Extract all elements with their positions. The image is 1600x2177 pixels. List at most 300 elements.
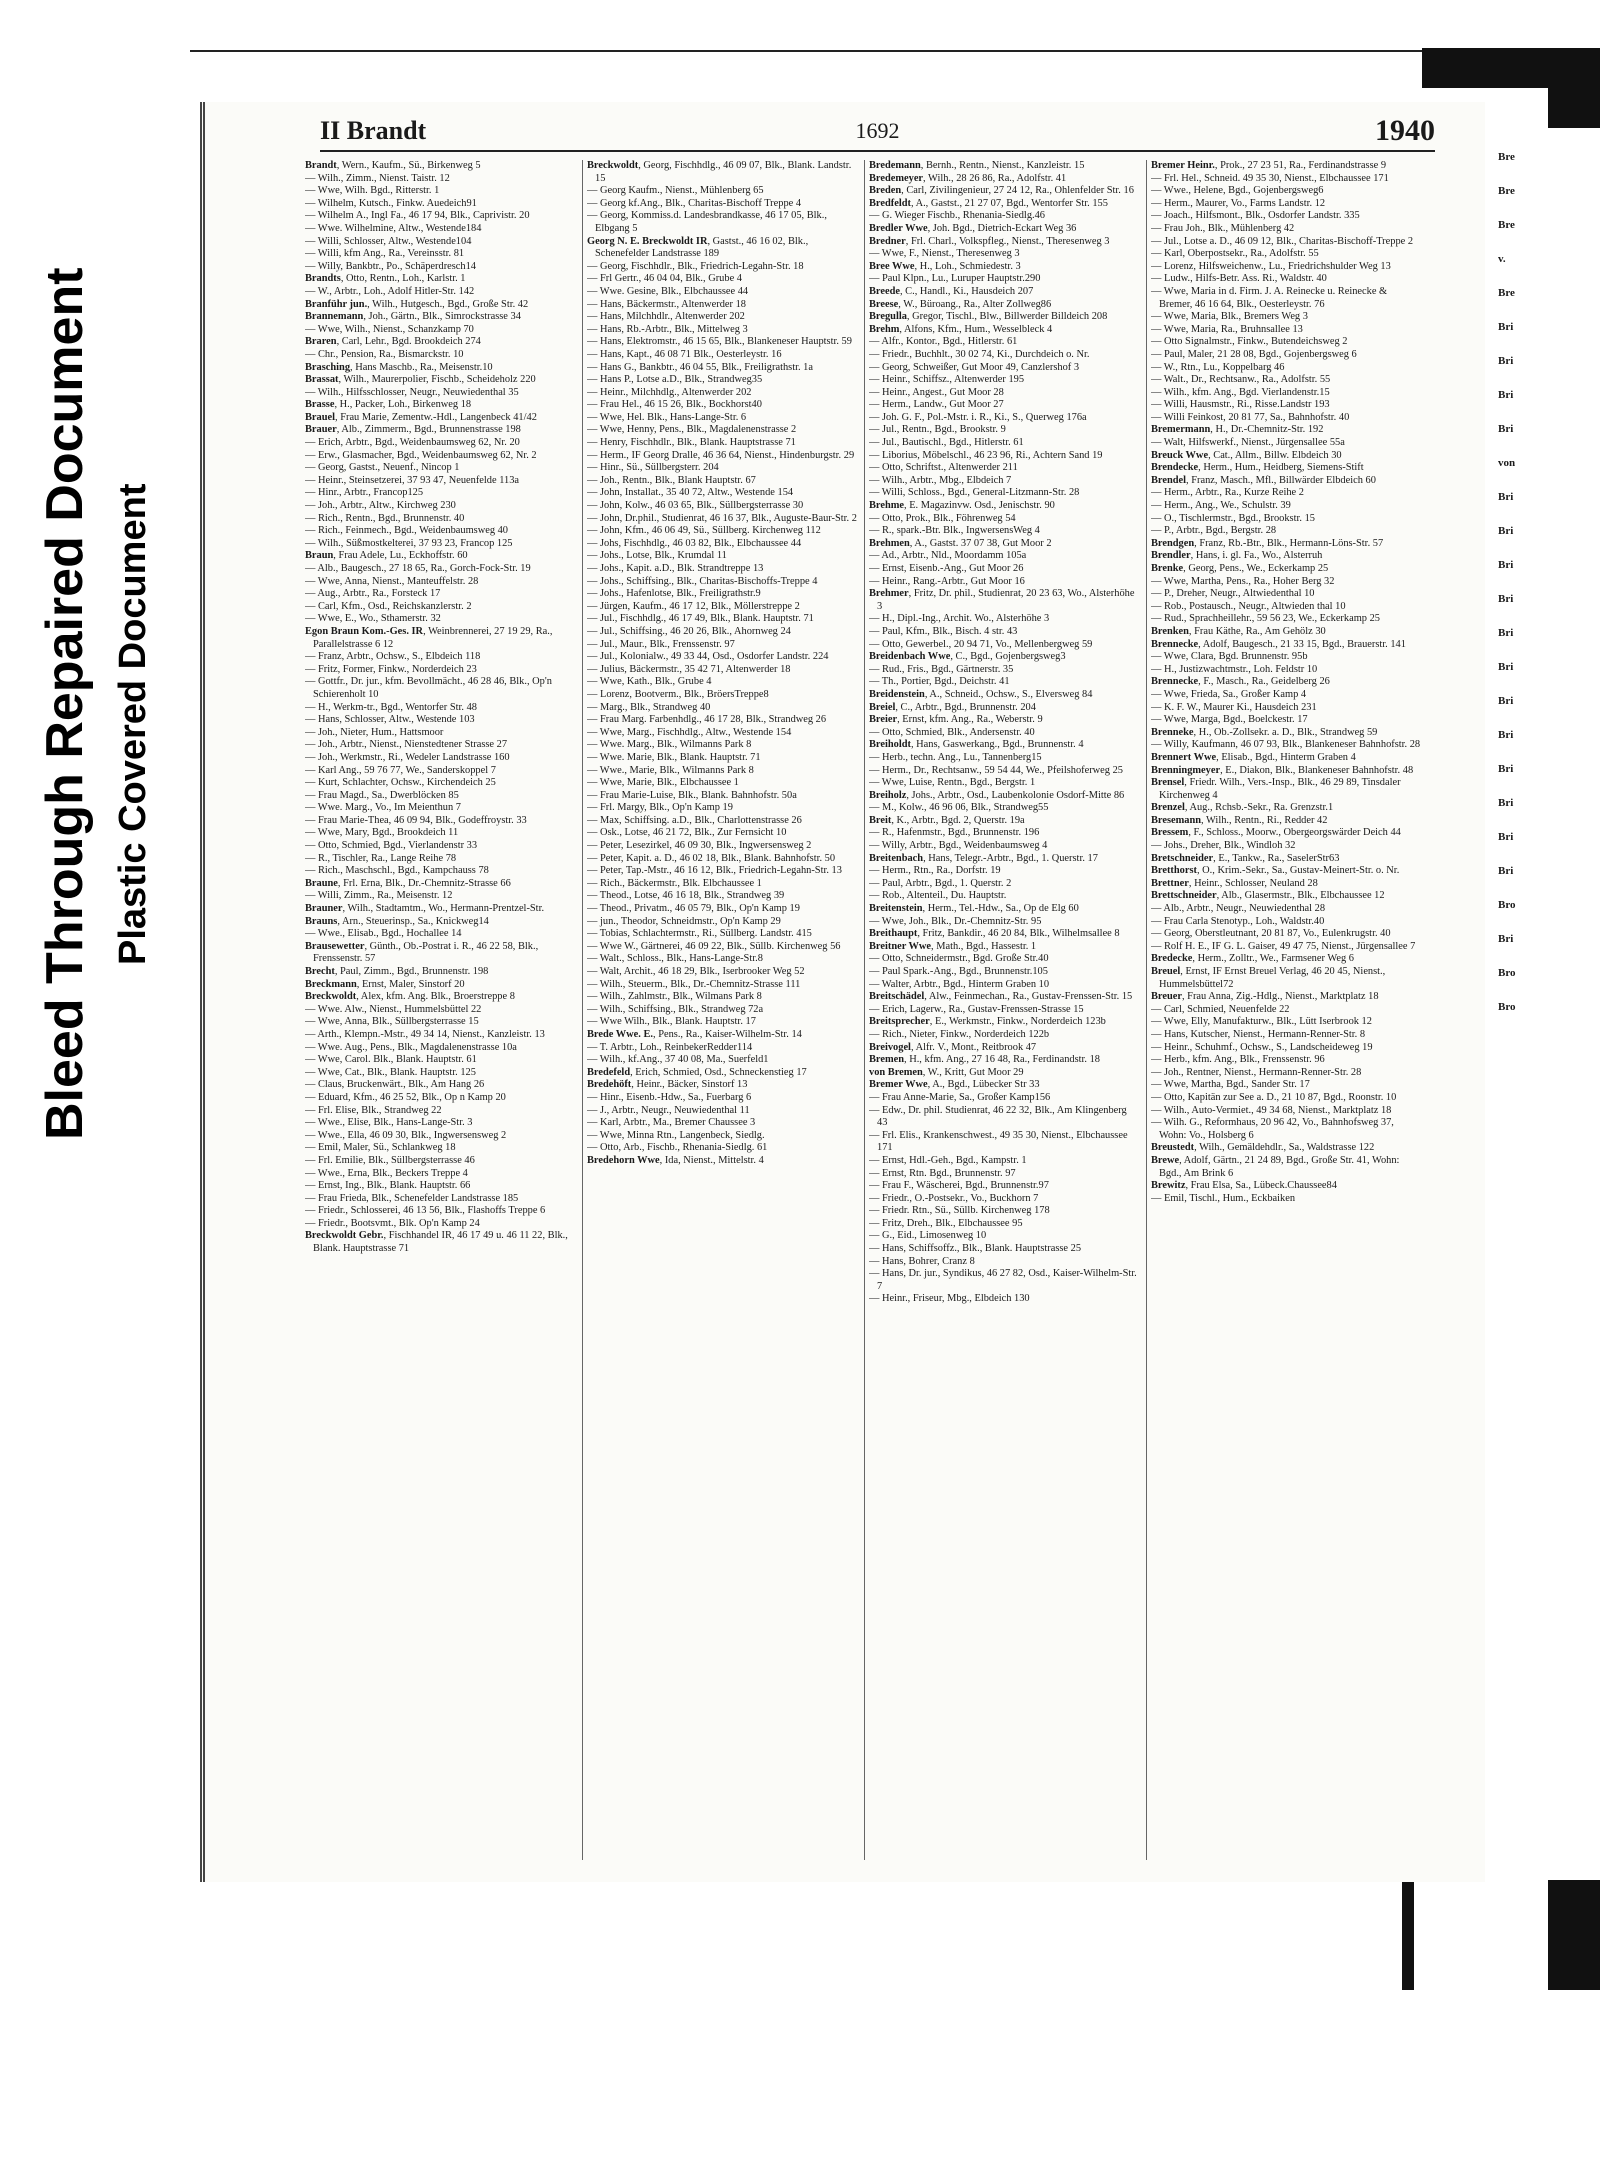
directory-entry: — Herm., Dr., Rechtsanw., 59 54 44, We., Pfeilshoferweg 25 [869,764,1123,776]
directory-entry: — Wwe., Elise, Blk., Hans-Lange-Str. 3 [305,1117,473,1129]
directory-entry: — Paul, Maler, 21 28 08, Bgd., Gojenbergsweg 6 [1151,348,1357,360]
directory-entry: — M., Kolw., 46 96 06, Blk., Strandweg55 [869,802,1049,814]
directory-entry: Brauel, Frau Marie, Zementw.-Hdl., Langenbeck 41/42 [305,411,537,423]
directory-entry: — Wwe. Gesine, Blk., Elbchaussee 44 [587,285,749,297]
directory-entry: Bredfeldt, A., Gastst., 21 27 07, Bgd., Wentorfer Str. 155 [869,197,1108,209]
directory-entry: Bredehöft, Heinr., Bäcker, Sinstorf 13 [587,1079,748,1091]
fragment-text: Bri [1498,865,1514,877]
directory-entry: — Chr., Pension, Ra., Bismarckstr. 10 [305,348,464,360]
directory-entry: — Hans, Schiffsoffz., Blk., Blank. Hauptstrasse 25 [869,1243,1082,1255]
directory-entry: — Wwe, Marg., Fischhdlg., Altw., Westende 154 [587,726,792,738]
fragment-text: von [1498,457,1516,469]
directory-entry: — Otto, Schriftst., Altenwerder 211 [869,462,1018,474]
directory-entry: — Wwe, Martha, Bgd., Sander Str. 17 [1151,1079,1310,1091]
directory-entry: — Wilh., Zahlmstr., Blk., Wilmans Park 8 [587,991,762,1003]
directory-entry: — Otto, Schmied, Blk., Andersenstr. 40 [869,726,1035,738]
directory-entry: — Hinr., Eisenb.-Hdw., Sa., Fuerbarg 6 [587,1091,752,1103]
directory-entry: — Emil, Tischl., Hum., Eckbaiken [1151,1192,1296,1204]
directory-entry: — Wwe, Maria, Ra., Bruhnsallee 13 [1151,323,1303,335]
fragment-text: Bri [1498,831,1514,843]
directory-entry: — R., Tischler, Ra., Lange Reihe 78 [305,852,457,864]
directory-entry: Breitenbach, Hans, Telegr.-Arbtr., Bgd., 1. Querstr. 17 [869,852,1098,864]
directory-entry: — Wwe Wilh., Blk., Blank. Hauptstr. 17 [587,1016,756,1028]
directory-entry: — Hans, Schlosser, Altw., Westende 103 [305,714,475,726]
directory-entry: — Peter, Kapit. a. D., 46 02 18, Blk., Blank. Bahnhofstr. 50 [587,852,836,864]
directory-entry: Brassat, Wilh., Maurerpolier, Fischb., Scheideholz 220 [305,374,536,386]
directory-entry: — Wwe, Kath., Blk., Grube 4 [587,676,712,688]
document-annotation-labels [0,0,190,1200]
directory-entry: — Jul., Kolonialw., 49 33 44, Osd., Osdorfer Landstr. 224 [587,651,829,663]
directory-entry: — Paul Spark.-Ang., Bgd., Brunnenstr.105 [869,966,1048,977]
fragment-text: Bri [1498,627,1514,639]
directory-entry: — Rich., Maschschl., Bgd., Kampchauss 78 [305,865,489,877]
directory-entry: — Peter, Lesezirkel, 46 09 30, Blk., Ingwersensweg 2 [587,840,812,852]
directory-entry: — Wwe., Helene, Bgd., Gojenbergsweg6 [1151,185,1324,197]
page-year: 1940 [1375,114,1435,147]
directory-entry: — Johs., Dreher, Blk., Windloh 32 [1151,840,1296,852]
fragment-text: Bro [1498,967,1516,979]
fragment-text: Bro [1498,899,1516,911]
directory-entry: — H., Werkm-tr., Bgd., Wentorfer Str. 48 [305,701,477,713]
directory-entry: — Paul, Arbtr., Bgd., 1. Querstr. 2 [869,877,1012,889]
directory-entry: — R., Hafenmstr., Bgd., Brunnenstr. 196 [869,827,1040,839]
directory-entry: — Hans, Milchhdlr., Altenwerder 202 [587,311,745,323]
directory-entry: — Frl Gertr., 46 04 04, Blk., Grube 4 [587,273,742,285]
directory-entry: — P., Dreher, Neugr., Altwiedenthal 10 [1151,588,1315,600]
directory-entry: — Herm., Rtn., Ra., Dorfstr. 19 [869,865,1001,877]
directory-entry: — Georg, Gastst., Neuenf., Nincop 1 [305,462,460,474]
directory-entry: — Georg, Oberstleutnant, 20 81 87, Vo., Eulenkrugstr. 40 [1151,928,1391,940]
directory-entry: Brannemann, Joh., Gärtn., Blk., Simrockstrasse 34 [305,311,521,323]
directory-entry: — Wwe, Minna Rtn., Langenbeck, Siedlg. [587,1129,765,1141]
directory-entry: — Johs., Schiffsing., Blk., Charitas-Bischoffs-Treppe 4 [587,575,818,587]
directory-entry: Bremer Heinr., Prok., 27 23 51, Ra., Ferdinandstrasse 9 [1151,160,1387,171]
directory-entry: — Otto, Schmied, Bgd., Vierlandenstr 33 [305,840,478,852]
directory-entry: — Ernst, Rtn. Bgd., Brunnenstr. 97 [869,1167,1016,1179]
directory-entry: — Wwe, Wilh., Nienst., Schanzkamp 70 [305,323,474,335]
directory-entry: — Hans, Rb.-Arbtr., Blk., Mittelweg 3 [587,323,748,335]
directory-entry: — Wwe., Erna, Blk., Beckers Treppe 4 [305,1167,468,1179]
directory-entry: — Arth., Klempn.-Mstr., 49 34 14, Nienst., Kanzleistr. 13 [305,1028,545,1040]
fragment-text: Bre [1498,151,1515,163]
directory-entry: — Jürgen, Kaufm., 46 17 12, Blk., Möllerstreppe 2 [587,600,800,612]
directory-entry: — Georg, Schweißer, Gut Moor 49, Canzlershof 3 [869,361,1080,373]
directory-entry: — Lorenz, Bootverm., Blk., BröersTreppe8 [587,688,769,700]
directory-entry: Brehmen, A., Gastst. 37 07 38, Gut Moor 2 [869,537,1052,549]
directory-entry: — Wwe, Cat., Blk., Blank. Hauptstr. 125 [305,1066,476,1078]
scanner-edge-top [1422,48,1600,88]
directory-entry: — Rich., Bäckermstr., Blk. Elbchaussee 1 [587,877,762,889]
page-header [320,112,1435,152]
directory-entry: — Wwe. Marg., Blk., Wilmanns Park 8 [587,739,752,751]
column-divider [1146,160,1147,1860]
directory-entry: — Friedr., O.-Postsekr., Vo., Buckhorn 7 [869,1192,1039,1204]
directory-entry: — Frau Marg. Farbenhdlg., 46 17 28, Blk., Strandweg 26 [587,714,827,726]
directory-entry: Brenken, Frau Käthe, Ra., Am Gehölz 30 [1151,625,1326,637]
directory-entry: — Wilh., Arbtr., Mbg., Elbdeich 7 [869,474,1012,486]
directory-entry: Brendecke, Herm., Hum., Heidberg, Siemens-Stift [1151,462,1364,474]
directory-entry: — Rolf H. E., IF G. L. Gaiser, 49 47 75, Nienst., Jürgensallee 7 [1151,940,1416,952]
page-number: 1692 [855,118,900,143]
directory-entry: — Herb., techn. Ang., Lu., Tannenberg15 [869,751,1042,763]
directory-entry: Bredehorn Wwe, Ida, Nienst., Mittelstr. 4 [587,1154,764,1166]
directory-entry: — Heinr., Milchhdlg., Altenwerder 202 [587,386,752,398]
column-2 [587,160,857,1860]
directory-entry: Brendel, Franz, Masch., Mfl., Billwärder Elbdeich 60 [1151,474,1376,486]
directory-entry: — Willi, kfm Ang., Ra., Vereinsstr. 81 [305,248,465,260]
directory-entry: — Frl. Margy, Blk., Op'n Kamp 19 [587,802,733,814]
directory-entry: Breit, K., Arbtr., Bgd. 2, Querstr. 19a [869,814,1025,826]
directory-entry: — Frl. Elise, Blk., Strandweg 22 [305,1104,442,1116]
directory-entry: Brasse, H., Packer, Loh., Birkenweg 18 [305,399,472,411]
directory-entry: — W., Arbtr., Loh., Adolf Hitler-Str. 142 [305,285,475,297]
directory-entry: — Wwe, Anna, Blk., Süllbergsterrasse 15 [305,1016,479,1028]
directory-entry: — Wwe, Marie, Blk., Elbchaussee 1 [587,777,739,789]
fragment-text: Bri [1498,797,1514,809]
directory-entry: — Jul., Bautischl., Bgd., Hitlerstr. 61 [869,437,1024,449]
directory-entry: — Ernst, Hdl.-Geh., Bgd., Kampstr. 1 [869,1154,1027,1166]
directory-entry: — Herm., Maurer, Vo., Farms Landstr. 12 [1151,197,1326,209]
directory-entry: — Herm., Arbtr., Ra., Kurze Reihe 2 [1151,487,1304,499]
directory-entry: — Wwe, Frieda, Sa., Großer Kamp 4 [1151,688,1307,700]
fragment-text: Bri [1498,593,1514,605]
directory-entry: — Wwe, Clara, Bgd. Brunnenstr. 95b [1151,651,1308,663]
directory-entry: — Wwe, Wilh. Bgd., Ritterstr. 1 [305,185,440,197]
directory-entry: Bredefeld, Erich, Schmied, Osd., Schneckenstieg 17 [587,1066,807,1078]
directory-entry: — Aug., Arbtr., Ra., Forsteck 17 [305,588,441,600]
directory-entry: — Erich, Lagerw., Ra., Gustav-Frenssen-Strasse 15 [869,1003,1084,1015]
directory-entry: — Edw., Dr. phil. Studienrat, 46 22 32, Blk., Am Klingenberg 43 [869,1104,1127,1129]
directory-entry: Breitsprecher, E., Werkmstr., Finkw., Norderdeich 123b [869,1016,1106,1028]
directory-entry: Bremermann, H., Dr.-Chemnitz-Str. 192 [1151,424,1324,436]
directory-entry: Brettschneider, Alb., Glasermstr., Blk., Elbchaussee 12 [1151,890,1385,902]
directory-entry: — Heinr., Schuhmf., Ochsw., S., Landscheideweg 19 [1151,1041,1373,1053]
directory-entry: — Hans P., Lotse a.D., Blk., Strandweg35 [587,374,763,386]
directory-entry: Bredemann, Bernh., Rentn., Nienst., Kanzleistr. 15 [869,160,1085,171]
directory-entry: — Rud., Sprachheillehr., 59 56 23, We., Eckerkamp 25 [1151,613,1380,625]
directory-entry: — Georg, Kommiss.d. Landesbrandkasse, 46 17 05, Blk., Elbgang 5 [587,210,827,234]
directory-entry: — Walt., Dr., Rechtsanw., Ra., Adolfstr. 55 [1151,374,1331,386]
column-3 [869,160,1139,1860]
directory-entry: — Wilh., Auto-Vermiet., 49 34 68, Nienst., Marktplatz 18 [1151,1104,1392,1116]
directory-entry: — Ad., Arbtr., Nld., Moordamm 105a [869,550,1027,562]
directory-entry: Brendler, Hans, i. gl. Fa., Wo., Alsterruh [1151,550,1323,562]
directory-entry: Breuel, Ernst, IF Ernst Breuel Verlag, 46 20 45, Nienst., Hummelsbüttel72 [1151,966,1386,990]
directory-entry: — Wilh., kf.Ang., 37 40 08, Ma., Suerfeld1 [587,1054,769,1066]
directory-entry: — Alb., Arbtr., Neugr., Neuwiedenthal 28 [1151,903,1326,915]
directory-entry: — Hans, Dr. jur., Syndikus, 46 27 82, Osd., Kaiser-Wilhelm-Str. 7 [869,1268,1137,1292]
column-4 [1151,160,1421,1860]
directory-entry: — Willy, Arbtr., Bgd., Weidenbaumsweg 4 [869,840,1048,852]
directory-entry: — Heinr., Friseur, Mbg., Elbdeich 130 [869,1293,1030,1305]
directory-entry: Brendgen, Franz, Rb.-Btr., Blk., Hermann-Löns-Str. 57 [1151,537,1384,549]
directory-entry: — Jul., Lotse a. D., 46 09 12, Blk., Charitas-Bischoff-Treppe 2 [1151,235,1414,247]
directory-entry: — H., Dipl.-Ing., Archit. Wo., Alsterhöhe 3 [869,613,1050,625]
directory-entry: — Hans G., Bankbtr., 46 04 55, Blk., Freiligrathstr. 1a [587,361,813,373]
directory-entry: — Fritz, Dreh., Blk., Elbchaussee 95 [869,1217,1023,1229]
directory-entry: — Wilhelm, Kutsch., Finkw. Auedeich91 [305,197,477,209]
fragment-text: Bri [1498,695,1514,707]
directory-entry: — Franz, Arbtr., Ochsw., S., Elbdeich 118 [305,651,481,663]
directory-entry: Brehm, Alfons, Kfm., Hum., Wesselbleck 4 [869,323,1053,335]
directory-entry: Breiholdt, Hans, Gaswerkang., Bgd., Brunnenstr. 4 [869,739,1084,751]
directory-entry: — Wwe, Marga, Bgd., Boelckestr. 17 [1151,714,1308,726]
directory-entry: — Jul., Schiffsing., 46 20 26, Blk., Ahornweg 24 [587,625,791,637]
directory-entry: Bregulla, Gregor, Tischl., Blw., Billwerder Billdeich 208 [869,311,1108,323]
plastic-covered-label: Plastic Covered Document [112,483,154,965]
directory-entry: Breithaupt, Fritz, Bankdir., 46 20 84, Blk., Wilhelmsallee 8 [869,928,1120,940]
directory-entry: — J., Arbtr., Neugr., Neuwiedenthal 11 [587,1104,750,1116]
fragment-text: Bri [1498,423,1514,435]
directory-entry: — G., Eid., Limosenweg 10 [869,1230,987,1242]
directory-entry: — Karl Ang., 59 76 77, We., Sanderskoppel 7 [305,764,496,776]
directory-entry: — Max, Schiffsing. a.D., Blk., Charlottenstrasse 26 [587,814,802,826]
directory-entry: — Emil, Maler, Sü., Schlankweg 18 [305,1142,456,1154]
directory-entry: Bresemann, Wilh., Rentn., Ri., Redder 42 [1151,814,1328,826]
directory-entry: — Wwe, E., Wo., Sthamerstr. 32 [305,613,441,625]
directory-entry: Brensel, Friedr. Wilh., Vers.-Insp., Blk., 46 29 89, Tinsdaler Kirchenweg 4 [1151,777,1401,801]
directory-entry: — Hinr., Sü., Süllbergsterr. 204 [587,462,719,474]
directory-entry: — Wwe, Luise, Rentn., Bgd., Bergstr. 1 [869,777,1036,789]
directory-entry: — Hans, Elektromstr., 46 15 65, Blk., Blankeneser Hauptstr. 59 [587,336,852,348]
directory-entry: — Jul., Fischhdlg., 46 17 49, Blk., Blank. Hauptstr. 71 [587,613,814,625]
directory-entry: Breidenstein, A., Schneid., Ochsw., S., Elversweg 84 [869,688,1093,700]
directory-entry: Brandts, Otto, Rentn., Loh., Karlstr. 1 [305,273,466,285]
directory-entry: von Bremen, W., Kritt, Gut Moor 29 [869,1066,1024,1078]
directory-entry: — Claus, Bruckenwärt., Blk., Am Hang 26 [305,1079,485,1091]
directory-entry: — Rich., Nieter, Finkw., Norderdeich 122b [869,1028,1050,1040]
directory-entry: — Otto Signalmstr., Finkw., Butendeichsweg 2 [1151,336,1348,348]
directory-entry: — Otto, Prok., Blk., Föhrenweg 54 [869,512,1016,524]
directory-entry: — Jul., Maur., Blk., Frenssenstr. 97 [587,638,735,650]
directory-entry: — Marg., Blk., Strandweg 40 [587,701,711,713]
directory-entry: — Ernst, Ing., Blk., Blank. Hauptstr. 66 [305,1180,471,1192]
directory-entry: Breidenbach Wwe, C., Bgd., Gojenbergsweg3 [869,651,1066,663]
scanner-edge-top-2 [1548,88,1600,128]
directory-entry: — Herm., IF Georg Dralle, 46 36 64, Nienst., Hindenburgstr. 29 [587,449,855,461]
fragment-text: Bri [1498,525,1514,537]
directory-entry: — Hans, Kutscher, Nienst., Hermann-Renner-Str. 8 [1151,1028,1366,1040]
directory-entry: — Frau Carla Stenotyp., Loh., Waldstr.40 [1151,915,1325,927]
fragment-text: Bre [1498,185,1515,197]
directory-entry: — Wwe, Henny, Pens., Blk., Magdalenenstrasse 2 [587,424,797,436]
directory-entry: Breckwoldt, Georg, Fischhdlg., 46 09 07, Blk., Blank. Landstr. 15 [587,160,852,184]
directory-page [200,102,1485,1882]
directory-entry: — Wwe. Aug., Pens., Blk., Magdalenenstrasse 10a [305,1041,517,1053]
directory-entry: — H., Justizwachtmstr., Loh. Feldstr 10 [1151,663,1318,675]
directory-entry: — Willi, Hausmstr., Ri., Risse.Landstr 193 [1151,399,1330,411]
directory-entry: Breuer, Frau Anna, Zig.-Hdlg., Nienst., Marktplatz 18 [1151,991,1379,1003]
directory-entry: Bretthorst, O., Krim.-Sekr., Sa., Gustav-Meinert-Str. o. Nr. [1151,865,1400,877]
fragment-text: Bri [1498,933,1514,945]
directory-entry: Bredecke, Herm., Zolltr., We., Farmsener Weg 6 [1151,953,1354,965]
directory-entry: — Jul., Rentn., Bgd., Brookstr. 9 [869,424,1006,436]
directory-entry: — Th., Portier, Bgd., Deichstr. 41 [869,676,1010,688]
directory-entry: — T. Arbtr., Loh., ReinbekerRedder114 [587,1041,753,1053]
directory-entry: — Ernst, Eisenb.-Ang., Gut Moor 26 [869,563,1024,574]
directory-entry: — Friedr., Buchhlt., 30 02 74, Ki., Durchdeich o. Nr. [869,348,1090,360]
directory-entry: — Ludw., Hilfs-Betr. Ass. Ri., Waldstr. 40 [1151,273,1327,285]
directory-entry: — Hans, Bäckermstr., Altenwerder 18 [587,298,746,310]
directory-entry: — Otto, Gewerbel., 20 94 71, Vo., Mellenbergweg 59 [869,638,1093,650]
directory-entry: — Johs., Hafenlotse, Blk., Freiligrathstr.9 [587,588,761,600]
directory-entry: — Wwe, Anna, Nienst., Manteuffelstr. 28 [305,575,479,587]
directory-entry: Brennecke, F., Masch., Ra., Geidelberg 26 [1151,676,1330,688]
directory-entry: — Wwe., Marie, Blk., Wilmanns Park 8 [587,764,754,776]
directory-entry: — Henry, Fischhdlr., Blk., Blank. Hauptstrasse 71 [587,437,796,449]
directory-entry: — Wwe, Mary, Bgd., Brookdeich 11 [305,827,459,839]
directory-entry: — Herm., Landw., Gut Moor 27 [869,399,1004,411]
directory-entry: Bredler Wwe, Joh. Bgd., Dietrich-Eckart Weg 36 [869,222,1077,234]
column-divider [864,160,865,1860]
directory-entry: — Wwe, Maria, Blk., Bremers Weg 3 [1151,311,1308,323]
directory-entry: — Friedr., Bootsvmt., Blk. Op'n Kamp 24 [305,1217,480,1229]
directory-entry: — Hans, Bohrer, Cranz 8 [869,1255,975,1267]
directory-entry: Breckmann, Ernst, Maler, Sinstorf 20 [305,978,465,990]
directory-entry: — Heinr., Schiffsz., Altenwerder 195 [869,374,1025,386]
fragment-text: Bri [1498,661,1514,673]
fragment-text: Bri [1498,729,1514,741]
directory-entry: Bredner, Frl. Charl., Volkspfleg., Nienst., Theresenweg 3 [869,235,1110,247]
column-divider [582,160,583,1860]
directory-entry: — Frau Joh., Blk., Mühlenberg 42 [1151,222,1295,234]
directory-entry: — Frl. Elis., Krankenschwest., 49 35 30, Nienst., Elbchaussee 171 [869,1129,1128,1154]
directory-entry: — Wwe, F., Nienst., Theresenweg 3 [869,248,1020,260]
directory-entry: — Erw., Glasmacher, Bgd., Weidenbaumsweg 62, Nr. 2 [305,449,537,461]
directory-entry: — Johs, Fischhdlg., 46 03 82, Blk., Elbchaussee 44 [587,537,802,549]
directory-entry: — Willy, Bankbtr., Po., Schäperdresch14 [305,260,477,272]
fragment-text: v. [1498,253,1506,265]
directory-entry: — Karl, Oberpostsekr., Ra., Adolfstr. 55 [1151,248,1319,260]
directory-entry: — Joh., Rentn., Blk., Blank Hauptstr. 67 [587,474,756,486]
directory-entry: — Rud., Fris., Bgd., Gärtnerstr. 35 [869,663,1014,675]
directory-entry: — Otto, Kapitän zur See a. D., 21 10 87, Bgd., Roonstr. 10 [1151,1091,1397,1103]
directory-entry: Breitenstein, Herm., Tel.-Hdw., Sa., Op de Elg 60 [869,903,1079,915]
directory-entry: — Wwe. Marg., Vo., Im Meienthun 7 [305,802,461,814]
bleed-through-label: Bleed Through Repaired Document [36,267,94,1140]
directory-entry: — Hinr., Arbtr., Francop125 [305,487,424,499]
directory-entry: — Willi, Zimm., Ra., Meisenstr. 12 [305,890,453,902]
directory-entry: Braren, Carl, Lehr., Bgd. Brookdeich 274 [305,336,481,348]
directory-entry: — Willi, Schlosser, Altw., Westende104 [305,235,472,247]
directory-entry: — Willy, Kaufmann, 46 07 93, Blk., Blankeneser Bahnhofstr. 28 [1151,739,1421,751]
directory-entry: — Heinr., Rang.-Arbtr., Gut Moor 16 [869,575,1025,587]
directory-entry: — Karl, Arbtr., Ma., Bremer Chaussee 3 [587,1117,756,1129]
directory-entry: — Rob., Altenteil., Du. Hauptstr. [869,890,1007,902]
directory-entry: — Willi Feinkost, 20 81 77, Sa., Bahnhofstr. 40 [1151,411,1350,423]
directory-entry: — O., Tischlermstr., Bgd., Brookstr. 15 [1151,512,1315,524]
directory-entry: — Carl, Schmied, Neuenfelde 22 [1151,1003,1290,1015]
directory-entry: Brauns, Arn., Steuerinsp., Sa., Knickweg14 [305,915,489,927]
directory-entry: — Osk., Lotse, 46 21 72, Blk., Zur Fernsicht 10 [587,827,787,839]
directory-entry: — Frau Marie-Thea, 46 09 94, Blk., Godeffroystr. 33 [305,814,527,826]
directory-entry: — John, Installat., 35 40 72, Altw., Westende 154 [587,487,794,499]
fragment-text: Bre [1498,219,1515,231]
directory-entry: — Eduard, Kfm., 46 25 52, Blk., Op n Kamp 20 [305,1091,506,1103]
directory-entry: — Rich., Rentn., Bgd., Brunnenstr. 40 [305,512,465,524]
directory-entry: — Frau Frieda, Blk., Schenefelder Landstrasse 185 [305,1192,519,1204]
directory-entry: — Herb., kfm. Ang., Blk., Frenssenstr. 96 [1151,1054,1325,1066]
fragment-text: Bro [1498,1001,1516,1013]
directory-entry: — Georg kf.Ang., Blk., Charitas-Bischoff Treppe 4 [587,197,802,209]
directory-entry: Bremen, H., kfm. Ang., 27 16 48, Ra., Ferdinandstr. 18 [869,1054,1100,1066]
directory-entry: Breitschädel, Alw., Feinmechan., Ra., Gustav-Frenssen-Str. 15 [869,991,1133,1003]
directory-entry: Brenke, Georg, Pens., We., Eckerkamp 25 [1151,563,1329,574]
directory-entry: Brauer, Alb., Zimmerm., Bgd., Brunnenstrasse 198 [305,424,521,436]
directory-entry: Brewe, Adolf, Gärtn., 21 24 89, Bgd., Große Str. 41, Wohn: Bgd., Am Brink 6 [1151,1154,1400,1179]
directory-entry: — Wilh., Steuerm., Blk., Dr.-Chemnitz-Strasse 111 [587,978,801,990]
directory-entry: — Peter, Tap.-Mstr., 46 16 12, Blk., Friedrich-Legahn-Str. 13 [587,865,842,877]
directory-entry: Brewitz, Frau Elsa, Sa., Lübeck.Chaussee84 [1151,1180,1337,1192]
directory-entry: — John, Dr.phil., Studienrat, 46 16 37, Blk., Auguste-Baur-Str. 2 [587,512,857,524]
directory-entry: — Frau Hel., 46 15 26, Blk., Bockhorst40 [587,399,762,411]
directory-entry: — Alb., Baugesch., 27 18 65, Ra., Gorch-Fock-Str. 19 [305,563,531,574]
directory-entry: — Joh., Rentner, Nienst., Hermann-Renner-Str. 28 [1151,1066,1362,1078]
directory-entry: Bredemeyer, Wilh., 28 26 86, Ra., Adolfstr. 41 [869,172,1067,184]
directory-entry: Brehme, E. Magazinvw. Osd., Jenischstr. 90 [869,500,1055,512]
directory-entry: — Frau Marie-Luise, Blk., Blank. Bahnhofstr. 50a [587,789,797,801]
directory-entry: — Tobias, Schlachtermstr., Ri., Süllberg. Landstr. 415 [587,928,812,940]
directory-entry: — Frau Anne-Marie, Sa., Großer Kamp156 [869,1091,1051,1103]
directory-entry: — Friedr., Schlosserei, 46 13 56, Blk., Flashoffs Treppe 6 [305,1205,546,1217]
directory-entry: — Joh., Arbtr., Nienst., Nienstedtener Strasse 27 [305,739,508,751]
directory-entry: — W., Rtn., Lu., Koppelbarg 46 [1151,361,1285,373]
directory-entry: — Wwe, Carol. Blk., Blank. Hauptstr. 61 [305,1054,477,1066]
directory-entry: — Paul Klpn., Lu., Luruper Hauptstr.290 [869,273,1041,285]
directory-entry: — Wilhelm A., Ingl Fa., 46 17 94, Blk., Caprivistr. 20 [305,210,530,222]
directory-entry: — Wwe., Elisab., Bgd., Hochallee 14 [305,928,462,940]
directory-entry: — Georg, Fischhdlr., Blk., Friedrich-Legahn-Str. 18 [587,260,804,272]
directory-entry: Breiel, C., Arbtr., Bgd., Brunnenstr. 204 [869,701,1036,713]
directory-entry: Braun, Frau Adele, Lu., Eckhoffstr. 60 [305,550,468,562]
directory-entry: — Walt., Schloss., Blk., Hans-Lange-Str.8 [587,953,763,965]
directory-entry: Branführ jun., Wilh., Hutgesch., Bgd., Große Str. 42 [305,298,529,310]
directory-entry: — Friedr. Rtn., Sü., Süllb. Kirchenweg 178 [869,1205,1050,1217]
directory-entry: — Fritz, Former, Finkw., Norderdeich 23 [305,663,477,675]
fragment-text: Bre [1498,287,1515,299]
directory-entry: Brasching, Hans Maschb., Ra., Meisenstr.10 [305,361,493,373]
directory-entry: — John, Kfm., 46 06 49, Sü., Süllberg. Kirchenweg 112 [587,525,821,537]
directory-entry: — Lorenz, Hilfsweichenw., Lu., Friedrichshulder Weg 13 [1151,260,1391,272]
directory-entry: — Wwe, Elly, Manufakturw., Blk., Lütt Iserbrook 12 [1151,1016,1372,1028]
directory-entry: — Gottfr., Dr. jur., kfm. Bevollmächt., 46 28 46, Blk., Op'n Schierenholt 10 [305,676,552,700]
fragment-text: Bri [1498,763,1514,775]
directory-entry: Breese, W., Büroang., Ra., Alter Zollweg86 [869,298,1052,310]
directory-entry: Breden, Carl, Zivilingenieur, 27 24 12, Ra., Ohlenfelder Str. 16 [869,185,1134,197]
directory-entry: Breede, C., Handl., Ki., Hausdeich 207 [869,285,1034,297]
directory-entry: — Kurt, Schlachter, Ochsw., Kirchendeich 25 [305,777,496,789]
fragment-text: Bri [1498,355,1514,367]
directory-entry: Breitner Wwe, Math., Bgd., Hassestr. 1 [869,940,1037,952]
directory-entry: — Wwe, Hel. Blk., Hans-Lange-Str. 6 [587,411,747,423]
directory-entry: — Wwe, Joh., Blk., Dr.-Chemnitz-Str. 95 [869,915,1042,927]
directory-entry: — Frl. Hel., Schneid. 49 35 30, Nienst., Elbchaussee 171 [1151,172,1389,184]
directory-entry: Brausewetter, Günth., Ob.-Postrat i. R., 46 22 58, Blk., Frenssenstr. 57 [305,940,539,965]
directory-entry: — P., Arbtr., Bgd., Bergstr. 28 [1151,525,1277,537]
directory-entry: — Walt, Hilfswerkf., Nienst., Jürgensallee 55a [1151,437,1345,449]
directory-entry: — Georg Kaufm., Nienst., Mühlenberg 65 [587,185,764,197]
directory-entry: Breier, Ernst, kfm. Ang., Ra., Weberstr. 9 [869,714,1043,726]
directory-entry: Brehmer, Fritz, Dr. phil., Studienrat, 20 23 63, Wo., Alsterhöhe 3 [869,588,1135,612]
directory-entry: — G. Wieger Fischb., Rhenania-Siedlg.46 [869,210,1046,222]
directory-entry: — Johs., Kapit. a.D., Blk. Strandtreppe 13 [587,563,764,574]
directory-entry: — Walter, Arbtr., Bgd., Hinterm Graben 10 [869,978,1050,990]
directory-entry: Brauner, Wilh., Stadtamtm., Wo., Hermann-Prentzel-Str. [305,903,545,915]
directory-entry: Breustedt, Wilh., Gemäldehdlr., Sa., Waldstrasse 122 [1151,1142,1375,1154]
directory-entry: Brede Wwe. E., Pens., Ra., Kaiser-Wilhelm-Str. 14 [587,1028,802,1040]
directory-entry: Brettner, Heinr., Schlosser, Neuland 28 [1151,877,1318,889]
directory-entry: — Johs., Lotse, Blk., Krumdal 11 [587,550,727,562]
